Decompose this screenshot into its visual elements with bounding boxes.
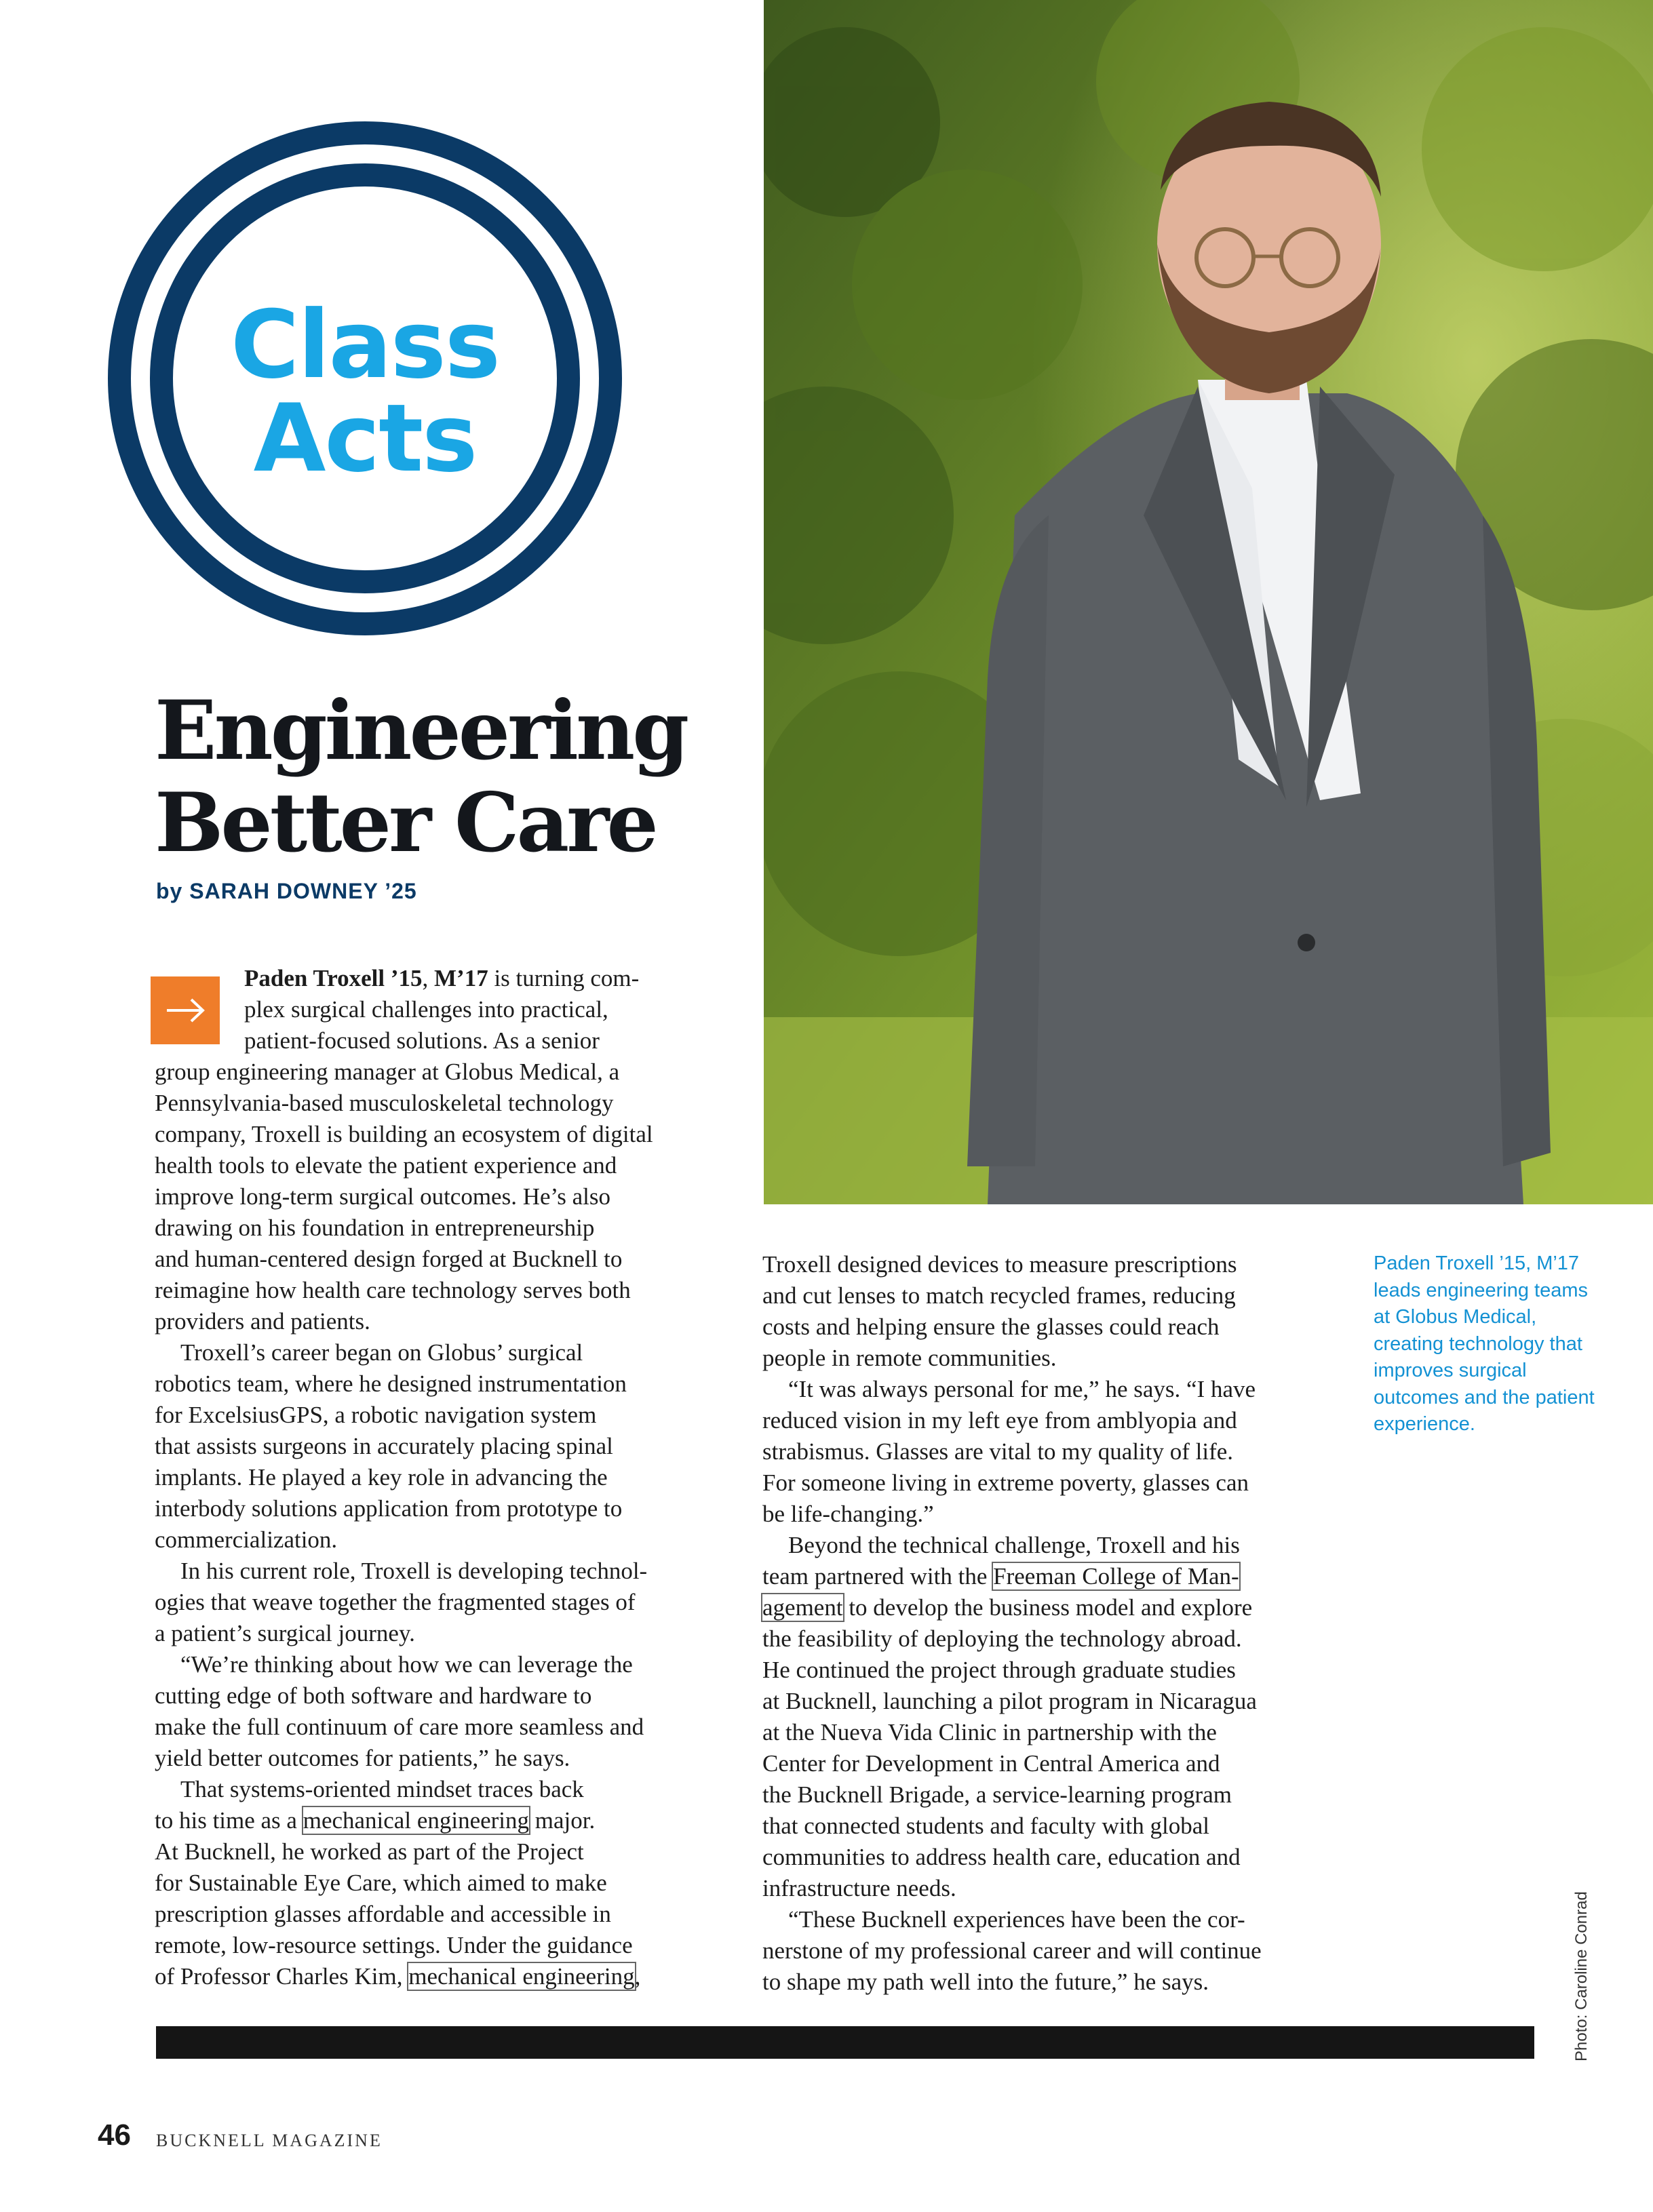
body-line: implants. He played a key role in advancing the [155,1464,608,1490]
body-line: communities to address health care, education and [762,1844,1241,1870]
body-line: health tools to elevate the patient experience and [155,1152,617,1179]
body-line: be life-changing.” [762,1501,934,1527]
body-line: costs and helping ensure the glasses could reach [762,1314,1220,1340]
body-line: At Bucknell, he worked as part of the Project [155,1838,584,1865]
body-line: for ExcelsiusGPS, a robotic navigation system [155,1402,597,1428]
page-number: 46 [98,2118,131,2152]
body-line: company, Troxell is building an ecosystem of digital [155,1121,653,1147]
body-text: major. [529,1807,596,1834]
body-line: reduced vision in my left eye from amblyopia and [762,1407,1237,1434]
body-text: to his time as a [155,1807,303,1834]
body-line: the feasibility of deploying the technology abroad. [762,1625,1242,1652]
body-line [155,963,738,994]
badge-word-class: Class [231,290,499,399]
body-text: , [634,1963,641,1990]
mechanical-engineering-link[interactable]: mechanical engineering [303,1807,530,1834]
body-line: strabismus. Glasses are vital to my quality of life. [762,1438,1234,1465]
article-headline [155,685,765,869]
body-line: Pennsylvania-based musculoskeletal technology [155,1090,614,1116]
body-line: Troxell designed devices to measure prescriptions [762,1251,1237,1278]
body-line: group engineering manager at Globus Medical, a [155,1059,620,1085]
portrait-photo [764,0,1653,1204]
body-line: Center for Development in Central America and [762,1750,1220,1777]
body-line: nerstone of my professional career and will continue [762,1937,1262,1964]
body-line: “We’re thinking about how we can leverage the [180,1651,633,1678]
body-column-2 [762,1249,1346,1998]
body-line: drawing on his foundation in entrepreneurship [155,1214,595,1241]
portrait-illustration [764,0,1653,1204]
headline-line-2: Better Care [155,775,656,871]
body-line: prescription glasses affordable and accessible in [155,1901,611,1927]
headline-line-1: Engineering [155,683,687,778]
body-line: Troxell’s career began on Globus’ surgical [180,1339,583,1366]
body-line: robotics team, where he designed instrumentation [155,1370,627,1397]
bottom-rule [156,2026,1534,2059]
magazine-name: BUCKNELL MAGAZINE [156,2131,383,2150]
body-line: reimagine how health care technology serves both [155,1277,631,1303]
body-line: remote, low-resource settings. Under the guidance [155,1932,633,1958]
body-line: at Bucknell, launching a pilot program in Nicaragua [762,1688,1257,1714]
mechanical-engineering-link-2[interactable]: mechanical engineering [408,1963,635,1990]
photo-credit: Photo: Caroline Conrad [1572,1891,1591,2061]
photo-caption: Paden Troxell ’15, M’17 leads engineering teams at Globus Medical, creating technology that improves surgical outcomes and the patient experience. [1374,1252,1595,1435]
body-text: to develop the business model and explore [842,1594,1253,1621]
lead-name: Paden Troxell ’15 [244,965,423,991]
body-line: “It was always personal for me,” he says. “I have [788,1376,1256,1402]
lead-sep: , [422,965,434,991]
body-line: ogies that weave together the fragmented stages of [155,1589,636,1615]
body-text: of Professor Charles Kim, [155,1963,409,1990]
body-text: team partnered with the [762,1563,994,1589]
body-column-1 [155,963,738,1992]
body-line: providers and patients. [155,1308,370,1335]
body-line: that connected students and faculty with global [762,1813,1209,1839]
body-line: He continued the project through graduate studies [762,1657,1236,1683]
body-line: cutting edge of both software and hardware to [155,1682,592,1709]
body-line: In his current role, Troxell is developing technol- [180,1558,648,1584]
body-line: for Sustainable Eye Care, which aimed to make [155,1870,607,1896]
body-line: That systems-oriented mindset traces back [180,1776,584,1802]
body-line: and cut lenses to match recycled frames, reducing [762,1282,1236,1309]
body-line: at the Nueva Vida Clinic in partnership with the [762,1719,1217,1745]
body-line: patient-focused solutions. As a senior [244,1027,600,1054]
badge-word-acts: Acts [253,384,477,493]
body-line: improve long-term surgical outcomes. He’s also [155,1183,610,1210]
class-acts-badge [107,121,623,636]
body-line: people in remote communities. [762,1345,1057,1371]
body-line: make the full continuum of care more seamless and [155,1714,644,1740]
body-line: plex surgical challenges into practical, [244,996,608,1023]
body-line: yield better outcomes for patients,” he says. [155,1745,570,1771]
lead-grad: M’17 [434,965,488,991]
body-line: that assists surgeons in accurately placing spinal [155,1433,613,1459]
body-line: interbody solutions application from prototype to [155,1495,623,1522]
body-text: is turning com- [488,965,640,991]
body-line: infrastructure needs. [762,1875,956,1901]
byline: by SARAH DOWNEY ’25 [156,879,417,903]
freeman-college-link[interactable]: Freeman College of Man- [993,1563,1239,1589]
body-line [155,1805,738,1836]
body-line [762,1592,1346,1623]
body-line: “These Bucknell experiences have been the cor- [788,1906,1245,1933]
body-line: to shape my path well into the future,” he says. [762,1969,1209,1995]
body-line [762,1561,1346,1592]
body-line: Beyond the technical challenge, Troxell and his [788,1532,1240,1558]
body-line: commercialization. [155,1526,338,1553]
body-line [155,1961,738,1992]
freeman-college-link-cont[interactable]: agement [762,1594,843,1621]
body-line: and human-centered design forged at Bucknell to [155,1246,623,1272]
body-line: For someone living in extreme poverty, glasses can [762,1469,1249,1496]
body-line: a patient’s surgical journey. [155,1620,415,1646]
body-line: the Bucknell Brigade, a service-learning program [762,1781,1232,1808]
